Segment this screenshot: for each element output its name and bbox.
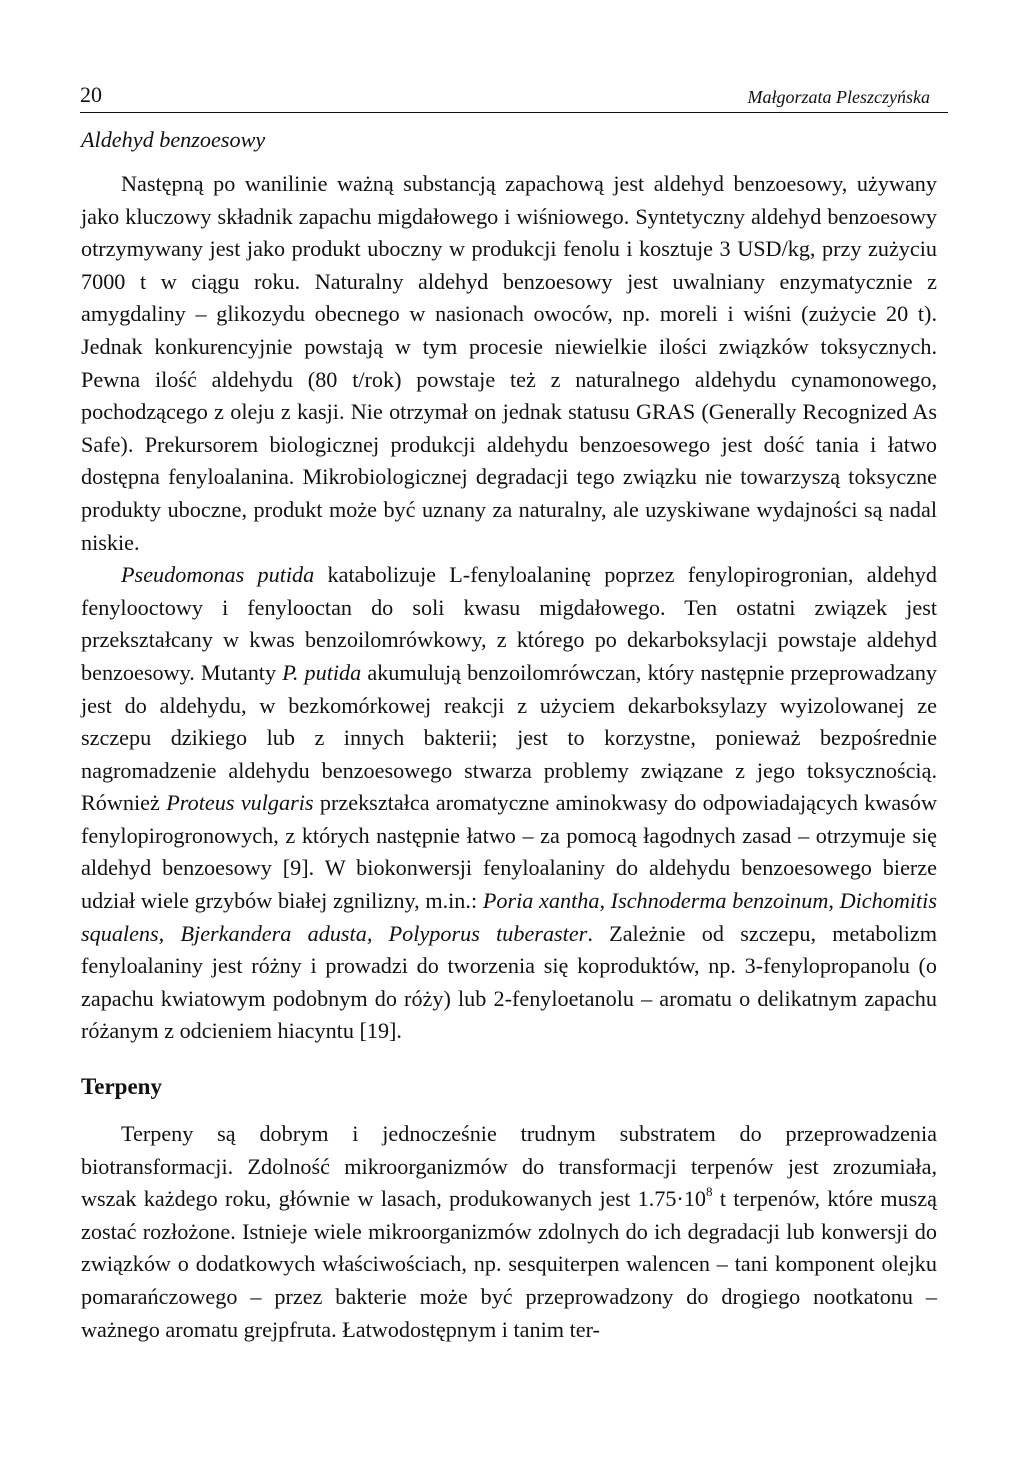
paragraph-3 (81, 1118, 937, 1346)
superscript: 8 (706, 1183, 713, 1199)
paragraph-text: przekształca aromatyczne aminokwasy do odpowiadających kwasów fenylopirogronowych, z których następnie łatwo – za pomocą łagodnych zasad – otrzymuje się aldehyd benzoesowy [9]. W biokonwersji fenyloalaniny do aldehydu benzoesowego bierze udział wiele grzybów białej zgnilizny, m.in.: (81, 790, 937, 914)
species-list: Poria xantha, Ischnoderma benzoinum, Dichomitis squalens, Bjerkandera adusta, Polyporus tuberaster (81, 888, 937, 946)
paragraph-text: t terpenów, które muszą zostać rozłożone. Istnieje wiele mikroorganizmów zdolnych do ich degradacji lub konwersji do związków o dodatkowych właściwościach, np. sesquiterpen walencen – tani komponent olejku pomarańczowego – przez bakterie może być przeprowadzony do drogiego nootkatonu – ważnego aromatu grejpfruta. Łatwodostępnym i tanim ter- (81, 1186, 937, 1342)
paragraph-text: . Zależnie od szczepu, metabolizm fenyloalaniny jest różny i prowadzi do tworzenia się koproduktów, np. 3-fenylopropanolu (o zapachu kwiatowym podobnym do róży) lub 2-fenyloetanolu – aromatu o delikatnym zapachu różanym z odcieniem hiacyntu [19]. (81, 920, 938, 1044)
page-number: 20 (80, 82, 102, 107)
paragraph-1: Następną po wanilinie ważną substancją zapachową jest aldehyd benzoesowy, używany jako kluczowy składnik zapachu migdałowego i wiśniowego. Syntetyczny aldehyd benzoesowy otrzymywany jest jako produkt uboczny w produkcji fenolu i kosztuje 3 USD/kg, przy zużyciu 7000 t w ciągu roku. Naturalny aldehyd benzoesowy jest uwalniany enzymatycznie z amygdaliny – glikozydu obecnego w nasionach owoców, np. moreli i wiśni (zużycie 20 t). Jednak konkurencyjnie powstają w tym procesie niewielkie ilości związków toksycznych. Pewna ilość aldehydu (80 t/rok) powstaje też z naturalnego aldehydu cynamonowego, pochodzącego z oleju z kasji. Nie otrzymał on jednak statusu GRAS (Generally Recognized As Safe). Prekursorem biologicznej produkcji aldehydu benzoesowego jest dość tania i łatwo dostępna fenyloalanina. Mikrobiologicznej degradacji tego związku nie towarzyszą toksyczne produkty uboczne, produkt może być uznany za naturalny, ale uzyskiwane wydajności są nadal niskie. (81, 171, 937, 555)
paragraph-text: katabolizuje L-fenyloalaninę poprzez fenylopirogronian, aldehyd fenylooctowy i fenylooctan do soli kwasu migdałowego. Ten ostatni związek jest przekształcany w kwas benzoilomrówkowy, z którego po dekarboksylacji powstaje aldehyd benzoesowy. Mutanty (81, 562, 937, 685)
section-title-terpeny: Terpeny (81, 1074, 162, 1100)
species-name: Proteus vulgaris (166, 790, 314, 816)
running-head-author: Małgorzata Pleszczyńska (747, 87, 930, 107)
species-name: P. putida (282, 659, 362, 685)
species-name: Pseudomonas putida (121, 562, 315, 588)
paragraph-text: Terpeny są dobrym i jednocześnie trudnym substratem do przeprowadzenia biotransformacji. Zdolność mikroorganizmów do transformacji terpenów jest zrozumiała, wszak każdego roku, głównie w lasach, produkowanych jest 1.75·10 (81, 1121, 937, 1212)
page-body (81, 124, 937, 1346)
subsection-title: Aldehyd benzoesowy (81, 127, 266, 152)
paragraph-text: akumulują benzoilomrówczan, który następnie przeprowadzany jest do aldehydu, w bezkomórkowej reakcji z użyciem dekarboksylazy wyizolowanej ze szczepu dzikiego lub z innych bakterii; jest to korzystne, ponieważ bezpośrednie nagromadzenie aldehydu benzoesowego stwarza problemy związane z jego toksycznością. Również (81, 659, 938, 816)
paragraph-2 (81, 559, 937, 1048)
page-header (80, 82, 948, 113)
